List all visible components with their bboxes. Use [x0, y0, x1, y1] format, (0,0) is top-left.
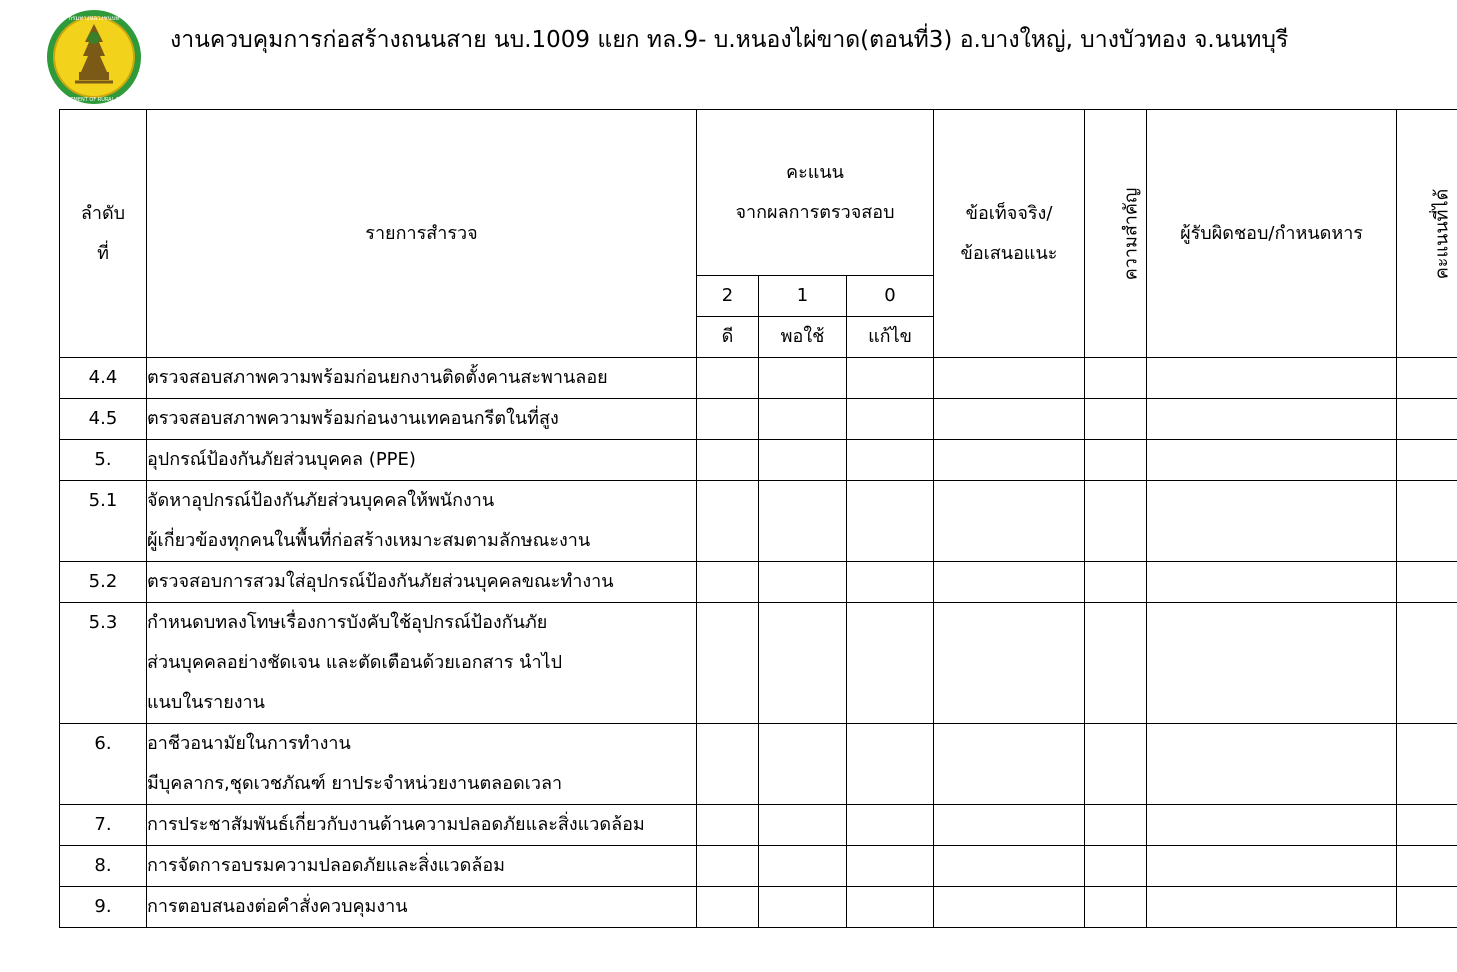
- table-row: [60, 603, 1457, 724]
- row-number: 4.4: [60, 358, 147, 399]
- survey-table: [59, 109, 1457, 928]
- row-item-line: อุปกรณ์ป้องกันภัยส่วนบุคคล (PPE): [147, 449, 416, 470]
- table-row: [60, 481, 1457, 562]
- row-item: [147, 887, 697, 928]
- page-title: งานควบคุมการก่อสร้างถนนสาย นบ.1009 แยก ทล.9- บ.หนองไผ่ขาด(ตอนที่3) อ.บางใหญ่, บางบัวทอง จ.นนทบุรี: [170, 27, 1289, 53]
- points-cell[interactable]: [1397, 805, 1457, 846]
- score-fix-cell[interactable]: [847, 805, 934, 846]
- responsible-cell[interactable]: [1147, 562, 1397, 603]
- responsible-cell[interactable]: [1147, 805, 1397, 846]
- score-fix-cell[interactable]: [847, 481, 934, 562]
- responsible-cell[interactable]: [1147, 724, 1397, 805]
- score-fair-cell[interactable]: [759, 603, 847, 724]
- header-facts-line2: ข้อเสนอแนะ: [960, 242, 1058, 264]
- facts-cell[interactable]: [934, 440, 1085, 481]
- score-fix-cell[interactable]: [847, 724, 934, 805]
- row-item-line: ตรวจสอบการสวมใส่อุปกรณ์ป้องกันภัยส่วนบุคคลขณะทำงาน: [147, 571, 614, 592]
- header-importance-text: ความสำคัญ: [1120, 187, 1142, 280]
- score-good-cell[interactable]: [697, 887, 759, 928]
- importance-cell[interactable]: [1085, 358, 1147, 399]
- header-points: [1397, 110, 1457, 358]
- row-item-line: การจัดการอบรมความปลอดภัยและสิ่งแวดล้อม: [147, 855, 506, 876]
- score-good-cell[interactable]: [697, 724, 759, 805]
- department-logo: [45, 8, 143, 106]
- score-fix-cell[interactable]: [847, 399, 934, 440]
- responsible-cell[interactable]: [1147, 603, 1397, 724]
- points-cell[interactable]: [1397, 440, 1457, 481]
- row-number: 5.1: [60, 481, 147, 562]
- table-row: [60, 562, 1457, 603]
- score-fair-cell[interactable]: [759, 399, 847, 440]
- facts-cell[interactable]: [934, 887, 1085, 928]
- points-cell[interactable]: [1397, 846, 1457, 887]
- header-score-line1: คะแนน: [786, 161, 844, 183]
- row-number: 6.: [60, 724, 147, 805]
- header-points-text: คะแนนที่ได้: [1431, 188, 1453, 279]
- responsible-cell[interactable]: [1147, 399, 1397, 440]
- table-row: [60, 399, 1457, 440]
- header-no: [60, 110, 147, 358]
- score-good-cell[interactable]: [697, 481, 759, 562]
- logo-top-text: กรมทางหลวงชนบท: [68, 15, 120, 22]
- score-fair-cell[interactable]: [759, 846, 847, 887]
- score-fix-cell[interactable]: [847, 887, 934, 928]
- score-good-cell[interactable]: [697, 603, 759, 724]
- score-fair-cell[interactable]: [759, 724, 847, 805]
- responsible-cell[interactable]: [1147, 358, 1397, 399]
- score-fix-cell[interactable]: [847, 846, 934, 887]
- row-item-line: กำหนดบทลงโทษเรื่องการบังคับใช้อุปกรณ์ป้องกันภัย: [147, 612, 548, 633]
- score-label-good: ดี: [697, 317, 759, 358]
- row-item: [147, 805, 697, 846]
- header-score-line2: จากผลการตรวจสอบ: [735, 201, 895, 223]
- importance-cell[interactable]: [1085, 887, 1147, 928]
- points-cell[interactable]: [1397, 399, 1457, 440]
- row-item-line: ผู้เกี่ยวข้องทุกคนในพื้นที่ก่อสร้างเหมาะสมตามลักษณะงาน: [147, 530, 591, 551]
- points-cell[interactable]: [1397, 562, 1457, 603]
- row-item-line: ตรวจสอบสภาพความพร้อมก่อนงานเทคอนกรีตในที่สูง: [147, 408, 559, 429]
- row-item-line: จัดหาอุปกรณ์ป้องกันภัยส่วนบุคคลให้พนักงาน: [147, 490, 495, 511]
- row-number: 5.: [60, 440, 147, 481]
- facts-cell[interactable]: [934, 481, 1085, 562]
- importance-cell[interactable]: [1085, 481, 1147, 562]
- importance-cell[interactable]: [1085, 562, 1147, 603]
- points-cell[interactable]: [1397, 724, 1457, 805]
- importance-cell[interactable]: [1085, 603, 1147, 724]
- score-label-fair: พอใช้: [759, 317, 847, 358]
- header-importance: [1085, 110, 1147, 358]
- importance-cell[interactable]: [1085, 399, 1147, 440]
- row-item-line: การประชาสัมพันธ์เกี่ยวกับงานด้านความปลอดภัยและสิ่งแวดล้อม: [147, 814, 645, 835]
- score-fix-cell[interactable]: [847, 562, 934, 603]
- score-label-fix: แก้ไข: [847, 317, 934, 358]
- row-number: 5.3: [60, 603, 147, 724]
- importance-cell[interactable]: [1085, 724, 1147, 805]
- row-item: [147, 603, 697, 724]
- table-row: [60, 846, 1457, 887]
- facts-cell[interactable]: [934, 562, 1085, 603]
- score-fair-cell[interactable]: [759, 805, 847, 846]
- row-item: [147, 846, 697, 887]
- facts-cell[interactable]: [934, 846, 1085, 887]
- score-fair-cell[interactable]: [759, 358, 847, 399]
- score-value-good: 2: [697, 276, 759, 317]
- table-row: [60, 358, 1457, 399]
- row-item-line: ส่วนบุคคลอย่างชัดเจน และตัดเตือนด้วยเอกสาร นำไป: [147, 652, 563, 673]
- facts-cell[interactable]: [934, 603, 1085, 724]
- header-facts: [934, 110, 1085, 358]
- points-cell[interactable]: [1397, 887, 1457, 928]
- header-item: รายการสำรวจ: [147, 110, 697, 358]
- row-item-line: การตอบสนองต่อคำสั่งควบคุมงาน: [147, 896, 408, 917]
- row-number: 9.: [60, 887, 147, 928]
- table-row: [60, 724, 1457, 805]
- points-cell[interactable]: [1397, 481, 1457, 562]
- score-fix-cell[interactable]: [847, 440, 934, 481]
- points-cell[interactable]: [1397, 603, 1457, 724]
- responsible-cell[interactable]: [1147, 887, 1397, 928]
- facts-cell[interactable]: [934, 805, 1085, 846]
- facts-cell[interactable]: [934, 399, 1085, 440]
- score-good-cell[interactable]: [697, 440, 759, 481]
- score-fair-cell[interactable]: [759, 481, 847, 562]
- importance-cell[interactable]: [1085, 805, 1147, 846]
- row-item: [147, 399, 697, 440]
- score-fair-cell[interactable]: [759, 562, 847, 603]
- points-cell[interactable]: [1397, 358, 1457, 399]
- table-row: [60, 440, 1457, 481]
- score-fair-cell[interactable]: [759, 887, 847, 928]
- row-number: 5.2: [60, 562, 147, 603]
- row-item: [147, 562, 697, 603]
- score-fair-cell[interactable]: [759, 440, 847, 481]
- row-item: [147, 481, 697, 562]
- table-row: [60, 805, 1457, 846]
- row-item-line: อาชีวอนามัยในการทำงาน: [147, 733, 351, 754]
- row-item-line: มีบุคลากร,ชุดเวชภัณฑ์ ยาประจำหน่วยงานตลอดเวลา: [147, 773, 563, 794]
- row-item-line: ตรวจสอบสภาพความพร้อมก่อนยกงานติดตั้งคานสะพานลอย: [147, 367, 608, 388]
- survey-body: [60, 358, 1457, 928]
- score-good-cell[interactable]: [697, 805, 759, 846]
- score-good-cell[interactable]: [697, 562, 759, 603]
- responsible-cell[interactable]: [1147, 846, 1397, 887]
- score-fix-cell[interactable]: [847, 603, 934, 724]
- row-item-line: แนบในรายงาน: [147, 692, 265, 713]
- score-good-cell[interactable]: [697, 358, 759, 399]
- header-score: [697, 110, 934, 276]
- header-no-line1: ลำดับ: [80, 202, 126, 224]
- importance-cell[interactable]: [1085, 440, 1147, 481]
- score-fix-cell[interactable]: [847, 358, 934, 399]
- header-facts-line1: ข้อเท็จจริง/: [965, 202, 1053, 224]
- row-number: 7.: [60, 805, 147, 846]
- header-responsible: ผู้รับผิดชอบ/กำหนดหาร: [1147, 110, 1397, 358]
- row-number: 4.5: [60, 399, 147, 440]
- table-row: [60, 887, 1457, 928]
- row-number: 8.: [60, 846, 147, 887]
- facts-cell[interactable]: [934, 724, 1085, 805]
- score-good-cell[interactable]: [697, 399, 759, 440]
- facts-cell[interactable]: [934, 358, 1085, 399]
- score-value-fair: 1: [759, 276, 847, 317]
- responsible-cell[interactable]: [1147, 481, 1397, 562]
- importance-cell[interactable]: [1085, 846, 1147, 887]
- score-good-cell[interactable]: [697, 846, 759, 887]
- score-value-fix: 0: [847, 276, 934, 317]
- row-item: [147, 440, 697, 481]
- header-no-line2: ที่: [97, 242, 109, 264]
- row-item: [147, 724, 697, 805]
- row-item: [147, 358, 697, 399]
- logo-bottom-text: DEPARTMENT OF RURAL ROADS: [54, 97, 134, 103]
- responsible-cell[interactable]: [1147, 440, 1397, 481]
